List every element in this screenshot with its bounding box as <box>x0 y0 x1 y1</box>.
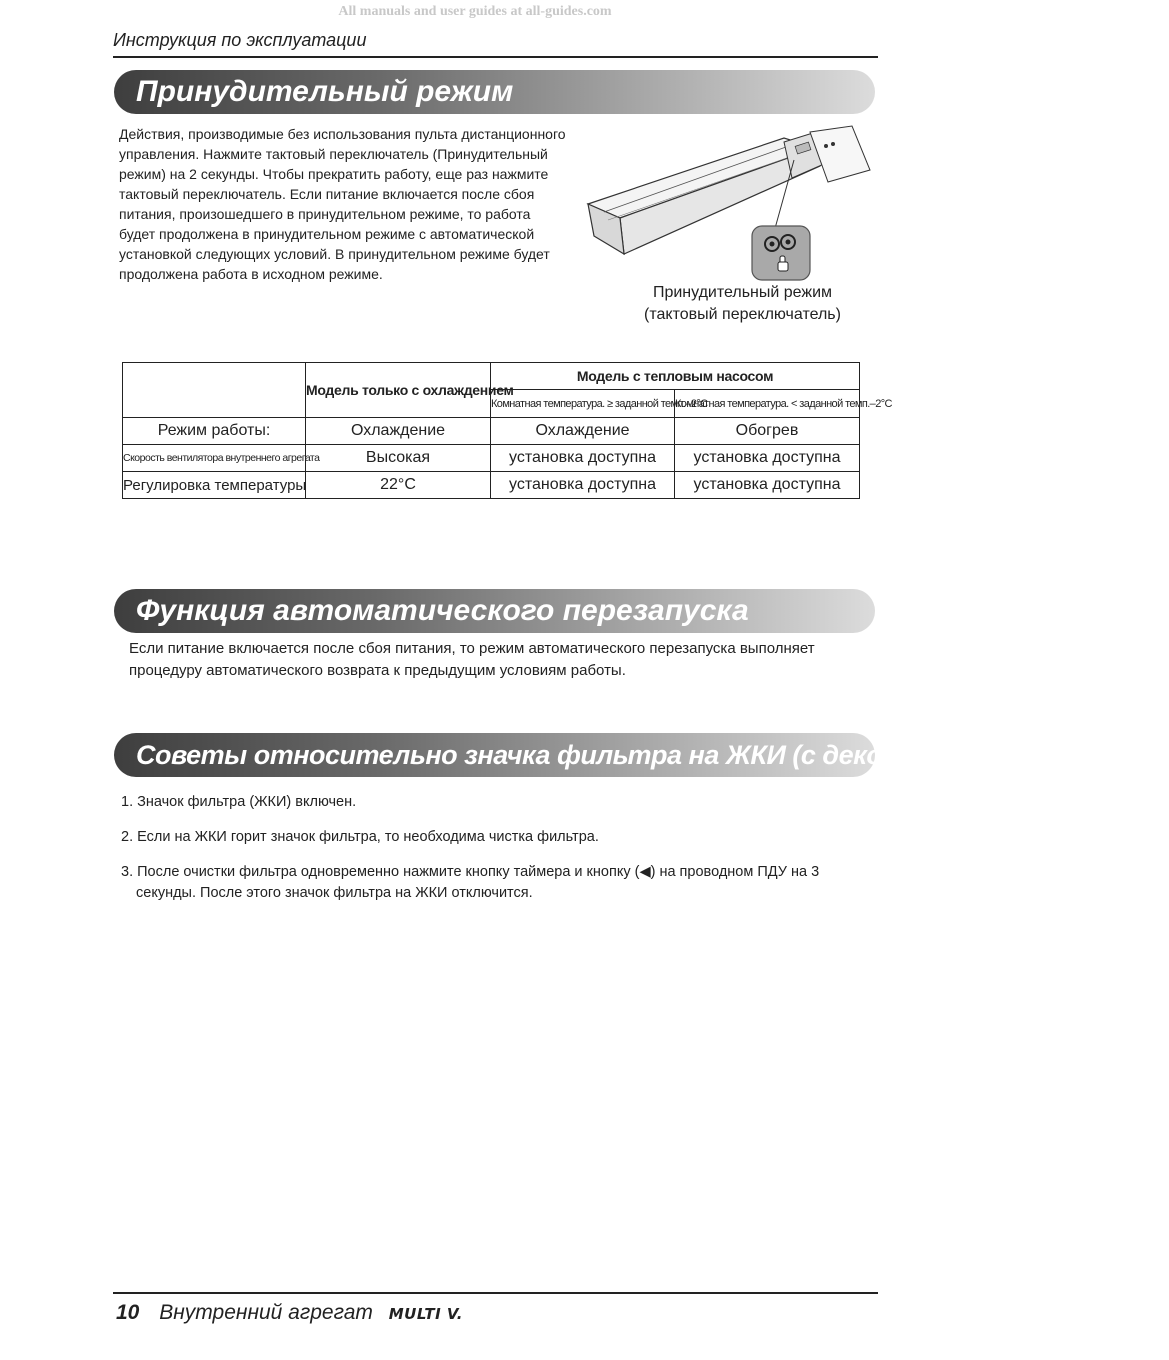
cell-temp-cool-only: 22°C <box>306 472 491 499</box>
cell-mode-hp-ge: Охлаждение <box>491 418 675 445</box>
sub-header-temp-ge: Комнатная температура. ≥ заданной темп.–2°C <box>491 390 675 418</box>
list-item: 1. Значок фильтра (ЖКИ) включен. <box>121 794 357 810</box>
cell-fan-hp-lt: установка доступна <box>675 445 860 472</box>
row-label-fan-speed: Скорость вентилятора внутреннего агрегата <box>123 445 306 472</box>
indoor-unit-illustration <box>584 120 884 290</box>
list-item: 3. После очистки фильтра одновременно нажмите кнопку таймера и кнопку (◀) на проводном ПДУ на 3 секунды. После этого значок фильтра на ЖКИ отключится. <box>121 864 820 901</box>
cell-temp-hp-lt: установка доступна <box>675 472 860 499</box>
illustration-caption <box>620 282 865 326</box>
row-label-temp-control: Регулировка температуры <box>123 472 306 499</box>
brand-logo: MULTI V. <box>388 1305 463 1323</box>
section-banner-forced-mode: Принудительный режим <box>114 70 875 114</box>
auto-restart-description: Если питание включается после сбоя питания, то режим автоматического перезапуска выполняет процедуру автоматического возврата к предыдущим условиям работы. <box>129 640 815 679</box>
cell-temp-hp-ge: установка доступна <box>491 472 675 499</box>
footer-title: Внутренний агрегат <box>159 1301 373 1324</box>
cell-fan-cool-only: Высокая <box>306 445 491 472</box>
sub-header-temp-lt: Комнатная температура. < заданной темп.–2°C <box>675 390 860 418</box>
section-banner-filter-tips: Советы относительно значка фильтра на ЖКИ (с декоративной решеткой) <box>114 733 875 777</box>
cell-mode-cool-only: Охлаждение <box>306 418 491 445</box>
page-number: 10 <box>116 1301 140 1324</box>
cell-fan-hp-ge: установка доступна <box>491 445 675 472</box>
footer <box>116 1301 463 1325</box>
filter-tips-list <box>121 792 881 918</box>
cell-mode-hp-lt: Обогрев <box>675 418 860 445</box>
header-title: Инструкция по эксплуатации <box>113 30 367 50</box>
row-label-mode: Режим работы: <box>123 418 306 445</box>
list-item: 2. Если на ЖКИ горит значок фильтра, то необходима чистка фильтра. <box>121 829 599 845</box>
table-row <box>123 445 860 472</box>
watermark: All manuals and user guides at all-guides.com <box>338 4 612 19</box>
forced-mode-table <box>122 362 892 499</box>
header-rule <box>113 56 878 58</box>
col-header-cool-only: Модель только с охлаждением <box>306 363 491 418</box>
table-corner-cell <box>123 363 306 418</box>
caption-line-2: (тактовый переключатель) <box>644 306 841 323</box>
table-row <box>123 472 860 499</box>
footer-rule <box>113 1292 878 1294</box>
col-header-heat-pump: Модель с тепловым насосом <box>491 363 860 390</box>
forced-mode-description: Действия, производимые без использования пульта дистанционного управления. Нажмите тактовый переключатель (Принудительный режим) на 2 секунды. Чтобы прекратить работу, еще раз нажмите тактовый переключатель. Если питание включается после сбоя питания, произошедшего в принудительном режиме, то работа будет продолжена в принудительном режиме с автоматической установкой следующих условий. В принудительном режиме будет продолжена работа в исходном режиме. <box>119 126 566 282</box>
caption-line-1: Принудительный режим <box>652 284 833 301</box>
table-row <box>123 418 860 445</box>
section-banner-auto-restart: Функция автоматического перезапуска <box>114 589 875 633</box>
